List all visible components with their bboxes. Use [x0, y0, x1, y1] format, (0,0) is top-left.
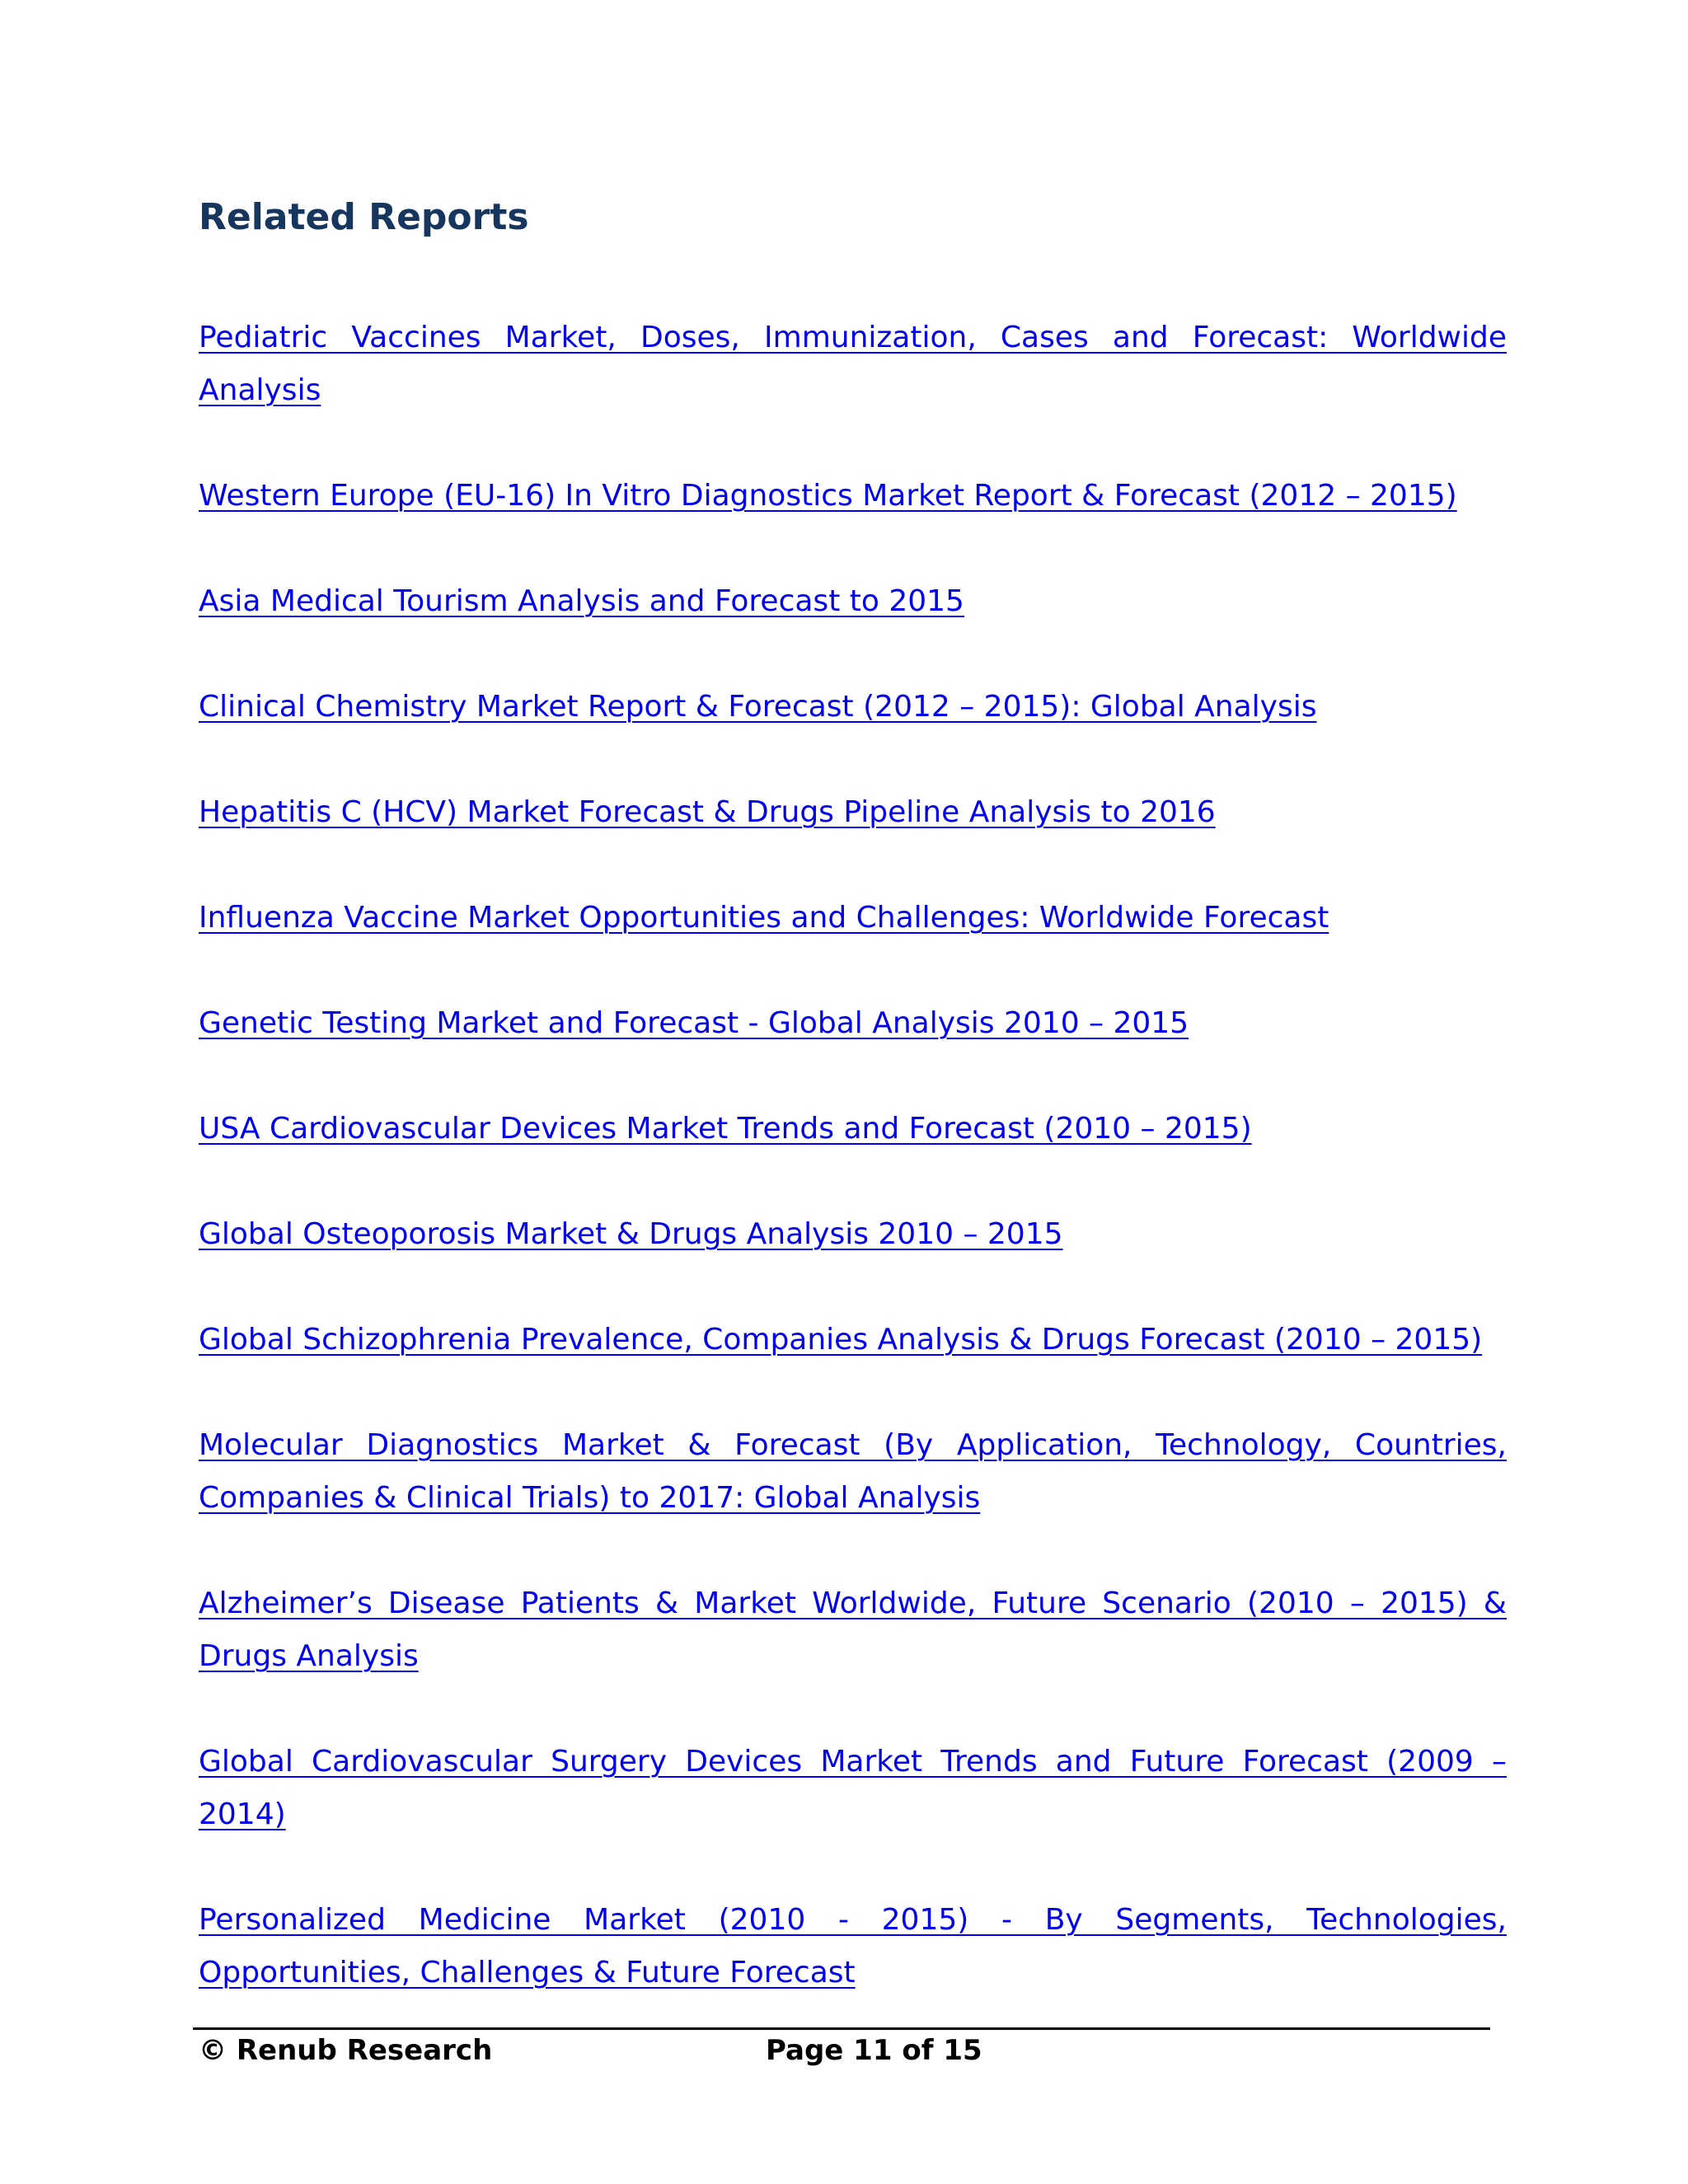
report-link[interactable]: Alzheimer’s Disease Patients & Market Worldwide, Future Scenario (2010 – 2015) & Drugs Analysis: [199, 1586, 1507, 1673]
report-link[interactable]: Molecular Diagnostics Market & Forecast (By Application, Technology, Countries, Companies & Clinical Trials) to 2017: Global Analysis: [199, 1428, 1507, 1515]
report-link[interactable]: Global Cardiovascular Surgery Devices Market Trends and Future Forecast (2009 – 2014): [199, 1745, 1507, 1831]
report-link[interactable]: Asia Medical Tourism Analysis and Forecast to 2015: [199, 584, 964, 618]
report-link[interactable]: Hepatitis C (HCV) Market Forecast & Drugs Pipeline Analysis to 2016: [199, 795, 1216, 829]
report-link[interactable]: Western Europe (EU-16) In Vitro Diagnostics Market Report & Forecast (2012 – 2015): [199, 479, 1457, 513]
report-link[interactable]: Genetic Testing Market and Forecast - Global Analysis 2010 – 2015: [199, 1006, 1189, 1040]
page-number: Page 11 of 15: [766, 2034, 982, 2067]
footer-divider: [193, 2027, 1490, 2030]
report-link[interactable]: Pediatric Vaccines Market, Doses, Immunization, Cases and Forecast: Worldwide Analysis: [199, 321, 1507, 407]
report-link[interactable]: Personalized Medicine Market (2010 - 2015) - By Segments, Technologies, Opportunities, Challenges & Future Forecast: [199, 1903, 1507, 1990]
report-link[interactable]: Global Osteoporosis Market & Drugs Analysis 2010 – 2015: [199, 1217, 1063, 1251]
related-reports-list: [199, 312, 1507, 2052]
report-link[interactable]: Global Schizophrenia Prevalence, Companies Analysis & Drugs Forecast (2010 – 2015): [199, 1323, 1483, 1357]
report-link[interactable]: USA Cardiovascular Devices Market Trends and Forecast (2010 – 2015): [199, 1112, 1252, 1146]
report-link[interactable]: Clinical Chemistry Market Report & Forecast (2012 – 2015): Global Analysis: [199, 690, 1317, 724]
page-title: Related Reports: [199, 196, 529, 238]
report-link[interactable]: Influenza Vaccine Market Opportunities and Challenges: Worldwide Forecast: [199, 901, 1329, 935]
footer-copyright: © Renub Research: [199, 2034, 493, 2067]
